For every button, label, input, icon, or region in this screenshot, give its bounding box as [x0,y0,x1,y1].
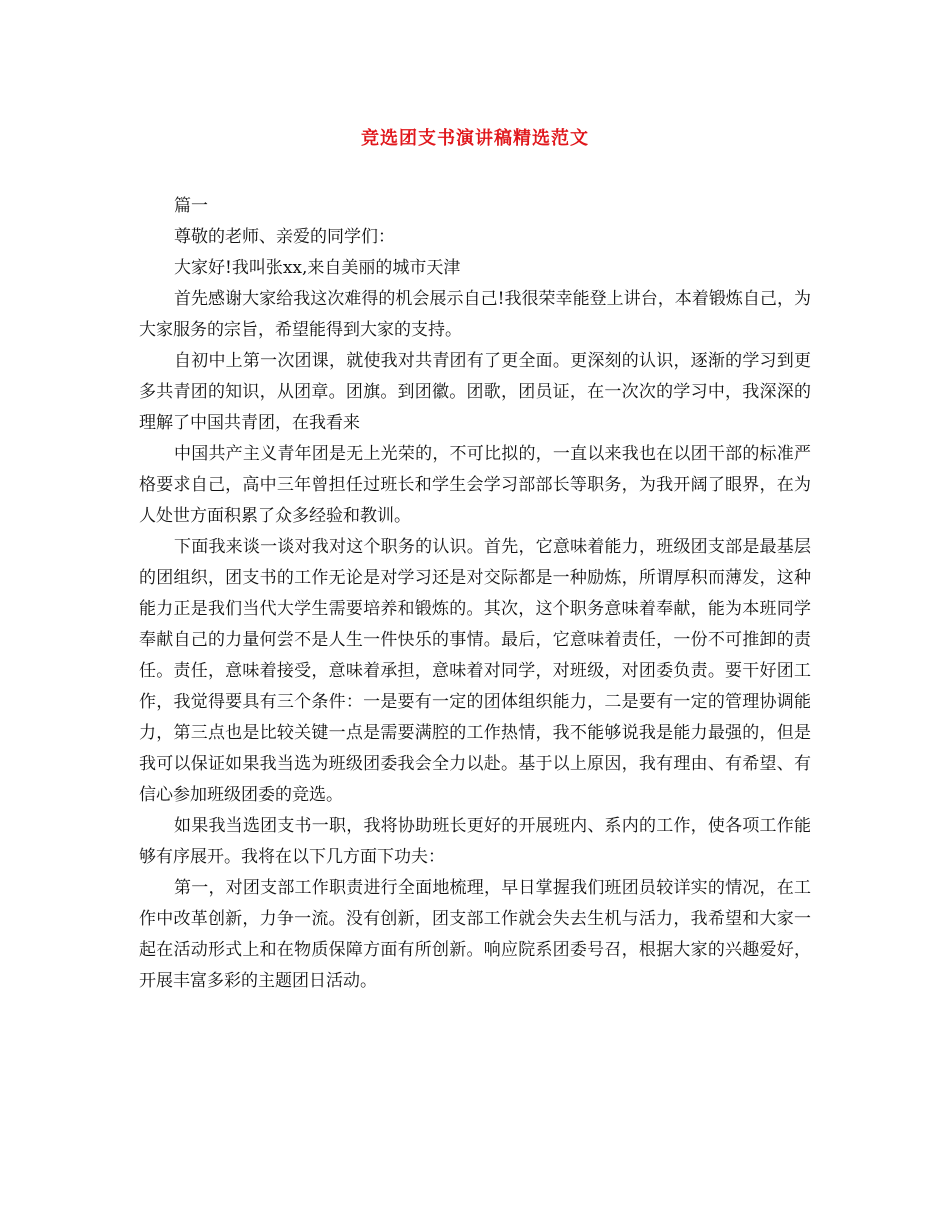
paragraph-greeting: 大家好!我叫张xx,来自美丽的城市天津 [174,258,461,278]
paragraph-salutation: 尊敬的老师、亲爱的同学们： [174,227,395,247]
paragraph-section-heading: 篇一 [174,196,208,216]
paragraph-experience: 中国共产主义青年团是无上光荣的，不可比拟的，一直以来我也在以团干部的标准严格要求自己，高中三年曾担任过班长和学生会学习部部长等职务，为我开阔了眼界，在为人处世方面积累了众多经验和教训。 [139,444,811,526]
paragraph-plan-first: 第一，对团支部工作职责进行全面地梳理，早日掌握我们班团员较详实的情况，在工作中改革创新，力争一流。没有创新，团支部工作就会失去生机与活力，我希望和大家一起在活动形式上和在物质保障方面有所创新。响应院系团委号召，根据大家的兴趣爱好，开展丰富多彩的主题团日活动。 [139,878,811,991]
paragraph-plan-intro: 如果我当选团支书一职，我将协助班长更好的开展班内、系内的工作，使各项工作能够有序展开。我将在以下几方面下功夫： [139,816,811,867]
paragraph-role-understanding: 下面我来谈一谈对我对这个职务的认识。首先，它意味着能力，班级团支部是最基层的团组织，团支书的工作无论是对学习还是对交际都是一种励炼，所谓厚积而薄发，这种能力正是我们当代大学生需要培养和锻炼的。其次，这个职务意味着奉献，能为本班同学奉献自己的力量何尝不是人生一件快乐的事情。最后，它意味着责任，一份不可推卸的责任。责任，意味着接受，意味着承担，意味着对同学，对班级，对团委负责。要干好团工作，我觉得要具有三个条件：一是要有一定的团体组织能力，二是要有一定的管理协调能力，第三点也是比较关键一点是需要满腔的工作热情，我不能够说我是能力最强的，但是我可以保证如果我当选为班级团委我会全力以赴。基于以上原因，我有理由、有希望、有信心参加班级团委的竞选。 [139,537,811,805]
paragraph-thanks: 首先感谢大家给我这次难得的机会展示自己!我很荣幸能登上讲台，本着锻炼自己，为大家服务的宗旨，希望能得到大家的支持。 [139,289,811,340]
document-body [139,191,811,997]
document-title: 竞选团支书演讲稿精选范文 [361,128,589,149]
paragraph-background: 自初中上第一次团课，就使我对共青团有了更全面。更深刻的认识，逐渐的学习到更多共青团的知识，从团章。团旗。到团徽。团歌，团员证，在一次次的学习中，我深深的理解了中国共青团，在我看来 [139,351,811,433]
